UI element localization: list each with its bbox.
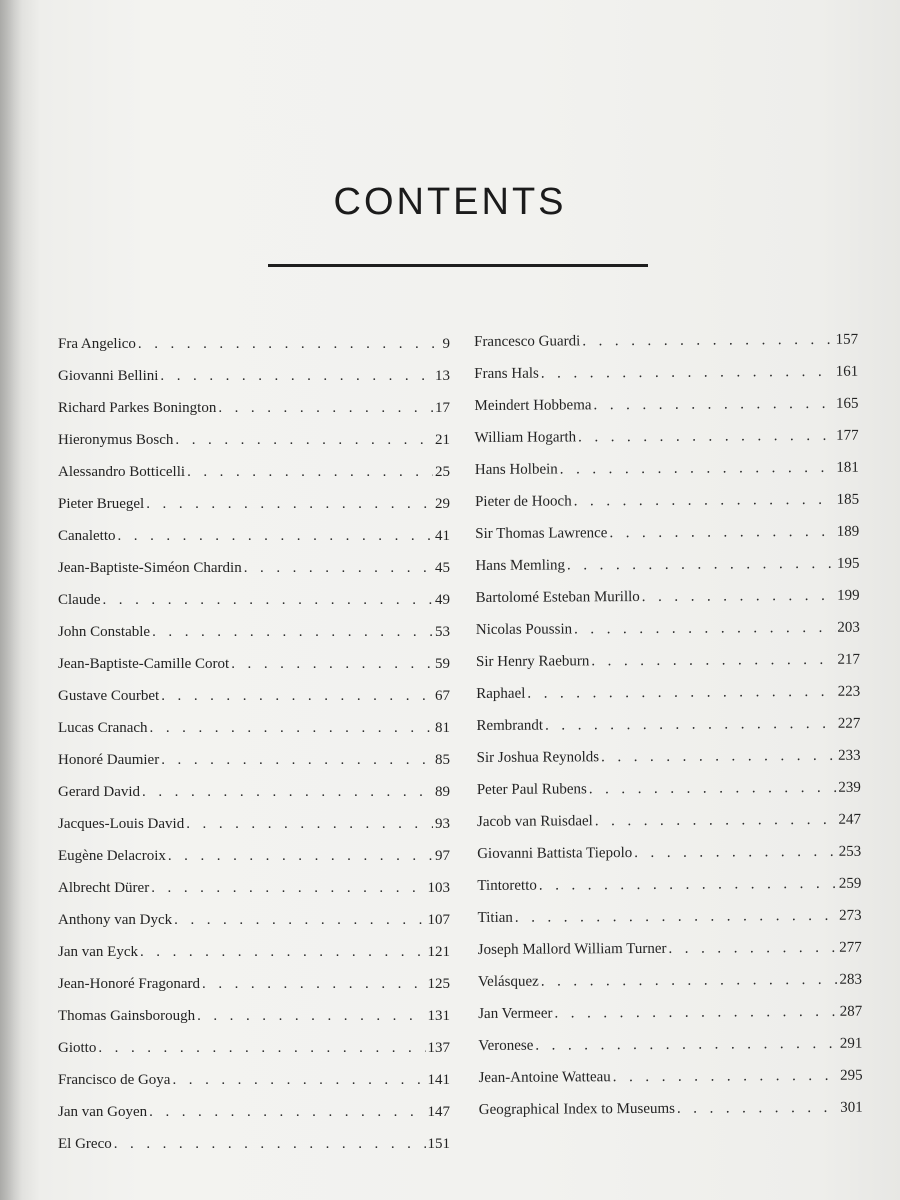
toc-entry-page-number: 189 [836,523,860,540]
toc-entry-name: El Greco [58,1136,112,1152]
toc-entry [58,492,450,524]
dot-leader [574,616,835,642]
dot-leader [578,424,834,450]
toc-entry [58,652,450,684]
toc-entry [58,1068,450,1100]
toc-entry-name: Joseph Mallord William Turner [477,940,667,958]
toc-entry-name: Geographical Index to Museums [478,1100,676,1118]
toc-entry [476,648,860,682]
toc-entry-page-number: 9 [442,336,450,352]
toc-entry-name: Lucas Cranach [58,720,148,736]
toc-entry [58,972,450,1004]
toc-entry-name: Sir Joshua Reynolds [476,749,600,766]
dot-leader [613,1064,838,1089]
toc-entry [477,808,861,842]
toc-entry-name: Jean-Baptiste-Siméon Chardin [58,560,242,576]
toc-entry [58,1004,450,1036]
toc-entry [478,968,862,1002]
toc-entry [58,908,450,940]
dot-leader [545,712,836,738]
toc-entry-page-number: 41 [435,528,450,544]
dot-leader [142,780,433,804]
toc-entry [58,364,450,396]
dot-leader [527,680,835,706]
toc-entry-page-number: 223 [837,683,861,700]
toc-entry-page-number: 217 [837,651,861,668]
dot-leader [668,936,837,961]
toc-entry-name: Hans Holbein [474,461,558,478]
dot-leader [172,1068,425,1092]
dot-leader [175,428,433,452]
toc-entry-page-number: 227 [837,715,861,732]
dot-leader [218,396,433,420]
dot-leader [160,364,433,388]
toc-entry [477,872,861,906]
dot-leader [244,556,433,580]
toc-entry-name: Frans Hals [474,365,539,382]
dot-leader [114,1132,426,1156]
toc-entry-name: Jacob van Ruisdael [476,813,593,830]
toc-entry-page-number: 107 [427,912,450,928]
toc-entry [479,1096,863,1130]
toc-entry-page-number: 93 [435,816,450,832]
toc-entry [58,1100,450,1132]
toc-entry-page-number: 131 [427,1008,450,1024]
toc-entry-page-number: 301 [840,1099,863,1116]
toc-entry [478,936,862,970]
toc-entry-page-number: 157 [835,331,859,348]
toc-entry-page-number: 253 [838,843,862,860]
toc-entry-page-number: 137 [427,1040,450,1056]
toc-entry-page-number: 97 [435,848,450,864]
toc-entry-page-number: 81 [435,720,450,736]
toc-entry-page-number: 259 [838,875,862,892]
toc-entry-page-number: 85 [435,752,450,768]
dot-leader [138,332,441,356]
toc-entry [477,776,861,810]
toc-entry-page-number: 17 [435,400,450,416]
toc-entry [58,684,450,716]
toc-entry [477,840,861,874]
toc-entry-page-number: 181 [836,459,859,476]
toc-entry [478,1064,862,1098]
toc-entry-page-number: 203 [837,619,860,636]
toc-entry-name: Hieronymus Bosch [58,432,174,448]
dot-leader [146,492,433,516]
toc-entry-page-number: 13 [435,368,450,384]
toc-entry-name: Jacques-Louis David [58,816,185,832]
toc-entry-name: Francisco de Goya [58,1072,171,1088]
toc-entry [58,620,450,652]
dot-leader [140,940,426,964]
toc-entry-page-number: 295 [840,1067,863,1084]
toc-entry [474,328,858,362]
toc-entry-name: Jean-Baptiste-Camille Corot [58,656,230,672]
toc-entry-name: Velásquez [477,973,539,990]
dot-leader [197,1004,425,1028]
toc-entry-name: Giotto [58,1040,97,1056]
toc-entry-name: Gustave Courbet [58,688,160,704]
toc-entry-page-number: 287 [839,1003,863,1020]
title-rule [268,264,648,267]
toc-entry [478,904,862,938]
toc-entry-name: Giovanni Bellini [58,368,159,384]
dot-leader [591,648,835,673]
dot-leader [539,872,837,898]
toc-entry [475,456,859,490]
toc-entry-name: Jan van Eyck [58,944,138,960]
dot-leader [149,1100,425,1124]
toc-entry-name: Bartolomé Esteban Murillo [475,588,640,606]
toc-entry [475,520,859,554]
toc-entry-name: Sir Thomas Lawrence [475,525,608,542]
toc-entry-name: Tintoretto [477,877,537,894]
toc-entry-name: Jan Vermeer [478,1005,553,1022]
toc-entry [58,844,450,876]
toc-entry-name: Albrecht Dürer [58,880,150,896]
toc-entry [476,584,860,618]
toc-entry [58,780,450,812]
toc-entry [475,552,859,586]
toc-entry-page-number: 147 [427,1104,450,1120]
toc-entry [476,680,860,714]
toc-entry-name: Jean-Antoine Watteau [478,1069,611,1086]
toc-entry-name: Anthony van Dyck [58,912,173,928]
toc-entry [58,524,450,556]
dot-leader [589,776,837,802]
toc-entry-page-number: 103 [427,880,450,896]
toc-entry-page-number: 247 [838,811,862,828]
toc-entry [58,876,450,908]
toc-entry-name: Gerard David [58,784,141,800]
dot-leader [677,1096,838,1121]
toc-entry [478,1032,862,1066]
toc-entry-name: Fra Angelico [58,336,136,352]
dot-leader [187,460,433,484]
toc-entry-page-number: 25 [435,464,450,480]
dot-leader [161,684,433,708]
toc-entry-name: William Hogarth [474,429,577,446]
toc-entry-page-number: 121 [427,944,450,960]
toc-entry [58,428,450,460]
toc-entry [474,360,858,394]
toc-entry-name: Eugène Delacroix [58,848,166,864]
toc-entry [476,616,860,650]
toc-entry-page-number: 67 [435,688,450,704]
toc-entry-name: Peter Paul Rubens [476,781,587,798]
dot-leader [103,588,434,612]
dot-leader [535,1032,838,1058]
toc-entry-page-number: 165 [835,395,859,412]
toc-entry-name: Jean-Honoré Fragonard [58,976,201,992]
toc-entry [475,488,859,522]
dot-leader [593,392,834,417]
dot-leader [634,840,837,865]
toc-entry-page-number: 277 [839,939,862,956]
dot-leader [560,456,835,482]
toc-entry [477,744,861,778]
toc-entry [58,812,450,844]
toc-entry-page-number: 273 [839,907,862,924]
toc-entry [58,556,450,588]
toc-entry [58,396,450,428]
dot-leader [554,1000,837,1026]
dot-leader [152,620,433,644]
dot-leader [186,812,433,836]
toc-entry-name: Thomas Gainsborough [58,1008,196,1024]
toc-entry-name: Francesco Guardi [474,333,581,350]
toc-entry-page-number: 53 [435,624,450,640]
dot-leader [582,328,833,354]
toc-entry-name: Hans Memling [475,557,566,574]
dot-leader [151,876,425,900]
toc-entry-name: Raphael [476,685,526,702]
toc-entry-name: Honoré Daumier [58,752,160,768]
toc-entry-page-number: 177 [836,427,859,444]
toc-entry-name: Pieter Bruegel [58,496,145,512]
toc-entry-page-number: 29 [435,496,450,512]
contents-right-column [474,328,863,1130]
toc-entry [474,392,858,426]
toc-entry-page-number: 195 [836,555,860,572]
toc-entry-page-number: 141 [427,1072,450,1088]
dot-leader [117,524,433,548]
dot-leader [231,652,433,676]
toc-entry-name: Meindert Hobbema [474,397,592,414]
toc-entry-name: Claude [58,592,101,608]
toc-entry-page-number: 233 [838,747,861,764]
dot-leader [150,716,433,740]
toc-entry-page-number: 151 [427,1136,450,1152]
dot-leader [642,584,836,609]
dot-leader [515,904,837,930]
dot-leader [609,520,834,545]
dot-leader [98,1036,425,1060]
toc-entry-page-number: 89 [435,784,450,800]
dot-leader [567,552,835,578]
contents-left-column [58,332,450,1164]
dot-leader [601,744,836,769]
toc-entry-page-number: 283 [839,971,863,988]
toc-entry-page-number: 125 [427,976,450,992]
toc-entry-page-number: 45 [435,560,450,576]
toc-entry [58,332,450,364]
toc-entry-name: Jan van Goyen [58,1104,148,1120]
toc-entry-name: Alessandro Botticelli [58,464,186,480]
dot-leader [541,968,838,994]
toc-entry-name: Rembrandt [476,717,544,734]
toc-entry-page-number: 239 [838,779,861,796]
toc-entry-page-number: 59 [435,656,450,672]
toc-entry-name: Sir Henry Raeburn [475,653,590,670]
dot-leader [574,488,835,514]
toc-entry-name: Canaletto [58,528,116,544]
toc-entry-name: Nicolas Poussin [475,621,573,638]
toc-entry [58,716,450,748]
toc-entry-page-number: 199 [837,587,860,604]
toc-entry-page-number: 21 [435,432,450,448]
toc-entry-page-number: 49 [435,592,450,608]
toc-entry [475,424,859,458]
page-title: CONTENTS [333,181,567,223]
toc-entry-page-number: 161 [835,363,859,380]
toc-entry-name: Veronese [478,1037,534,1054]
toc-entry-name: Pieter de Hooch [475,493,572,510]
toc-entry [58,1132,450,1164]
toc-entry [58,748,450,780]
toc-entry-name: Richard Parkes Bonington [58,400,217,416]
toc-entry-name: Titian [477,909,513,926]
toc-entry-page-number: 185 [836,491,860,508]
toc-entry [476,712,860,746]
toc-entry [58,588,450,620]
dot-leader [161,748,433,772]
toc-entry [58,460,450,492]
toc-entry [58,940,450,972]
toc-entry-page-number: 291 [839,1035,863,1052]
toc-entry [58,1036,450,1068]
dot-leader [541,360,834,386]
dot-leader [174,908,425,932]
toc-entry-name: Giovanni Battista Tiepolo [477,845,633,862]
toc-entry [478,1000,862,1034]
toc-entry-name: John Constable [58,624,151,640]
dot-leader [168,844,433,868]
dot-leader [595,808,837,833]
dot-leader [202,972,425,996]
